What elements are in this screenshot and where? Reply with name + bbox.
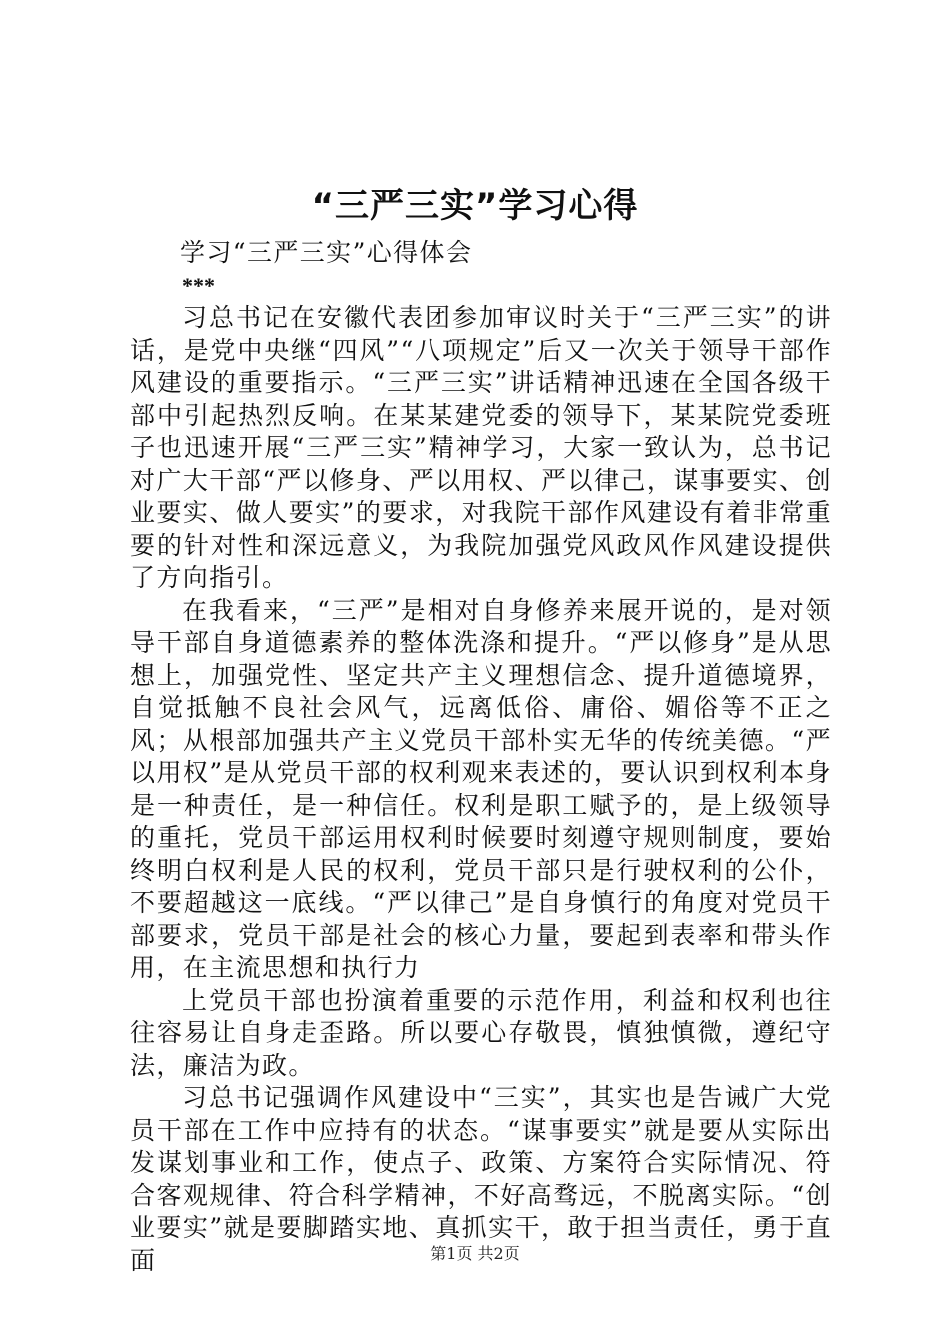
paragraph-3: 上党员干部也扮演着重要的示范作用，利益和权利也往往容易让自身走歪路。所以要心存敬畏，慎独慎微，遵纪守法，廉洁为政。 [130,985,832,1080]
document-body [130,237,832,1277]
page-footer: 第1页 共2页 [430,1244,520,1263]
paragraph-1: 习总书记在安徽代表团参加审议时关于“三严三实”的讲话，是党中央继“四风”“八项规定”后又一次关于领导干部作风建设的重要指示。“三严三实”讲话精神迅速在全国各级干部中引起热烈反响。在某某建党委的领导下，某某院党委班子也迅速开展“三严三实”精神学习，大家一致认为，总书记对广大干部“严以修身、严以用权、严以律己，谋事要实、创业要实、做人要实”的要求，对我院干部作风建设有着非常重要的针对性和深远意义，为我院加强党风政风作风建设提供了方向指引。 [130,303,832,592]
paragraph-4: 习总书记强调作风建设中“三实”，其实也是告诫广大党员干部在工作中应持有的状态。“谋事要实”就是要从实际出发谋划事业和工作，使点子、政策、方案符合实际情况、符合客观规律、符合科学精神，不好高骛远，不脱离实际。“创业要实”就是要脚踏实地、真抓实干，敢于担当责任，勇于直面 [130,1083,832,1275]
document-title: “三严三实”学习心得 [311,186,639,226]
document-subtitle: 学习“三严三实”心得体会 [180,238,473,267]
paragraph-2: 在我看来，“三严”是相对自身修养来展开说的，是对领导干部自身道德素养的整体洗涤和提升。“严以修身”是从思想上，加强党性、坚定共产主义理想信念、提升道德境界，自觉抵触不良社会风气，远离低俗、庸俗、媚俗等不正之风；从根部加强共产主义党员干部朴实无华的传统美德。“严以用权”是从党员干部的权利观来表述的，要认识到权利本身是一种责任，是一种信任。权利是职工赋予的，是上级领导的重托，党员干部运用权利时候要时刻遵守规则制度，要始终明白权利是人民的权利，党员干部只是行驶权利的公仆，不要超越这一底线。“严以律己”是自身慎行的角度对党员干部要求，党员干部是社会的核心力量，要起到表率和带头作用，在主流思想和执行力 [130,595,832,982]
author-line: *** [182,272,215,298]
